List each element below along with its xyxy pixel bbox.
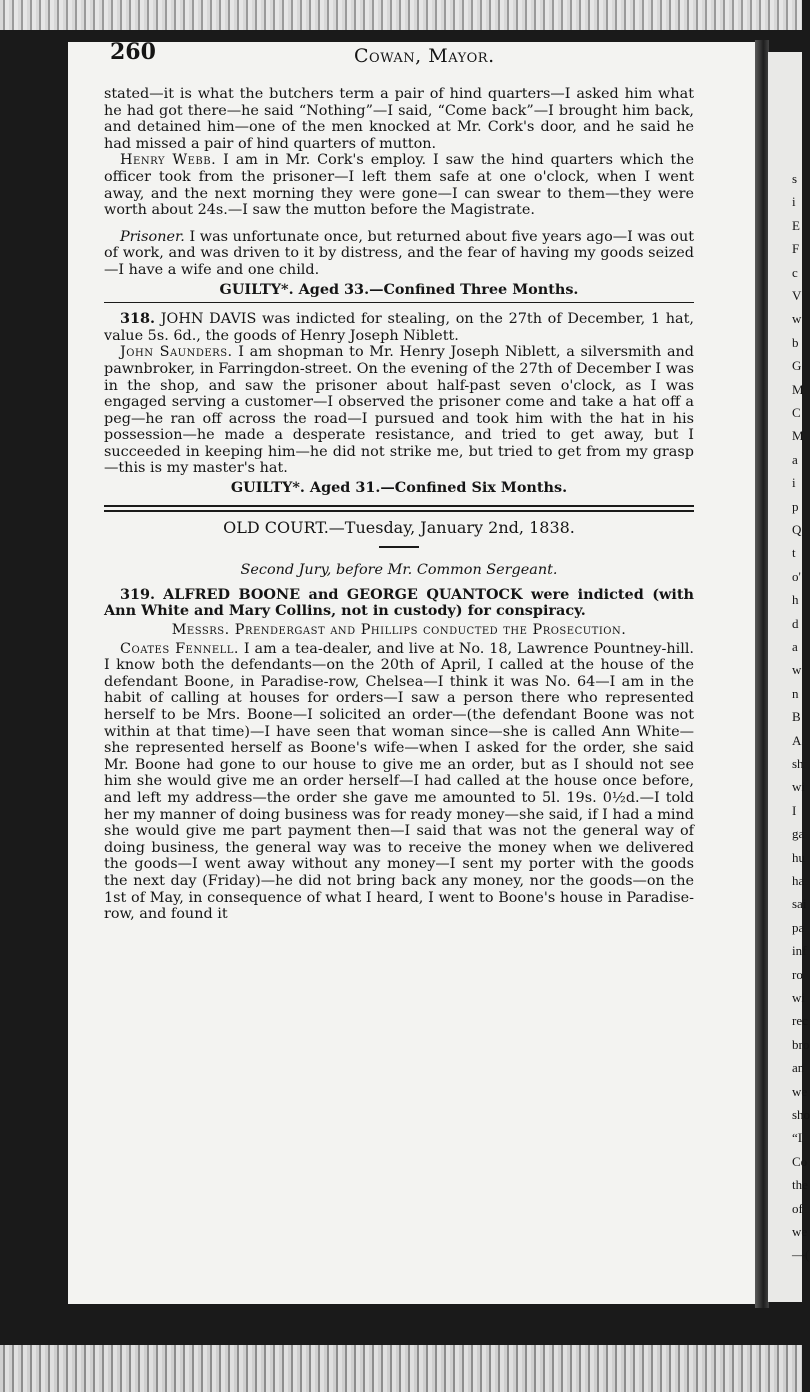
prisoner-text: I was unfortunate once, but returned about five years ago—I was out of work, and was driven to it by distress, and the fear of having my goods seized—I have a wife and one child. (104, 228, 694, 278)
page-number: 260 (110, 39, 156, 65)
adjacent-page-fragment: C (792, 405, 801, 420)
adjacent-page-fragment: i (792, 475, 796, 491)
adjacent-page-fragment: M (792, 428, 804, 444)
saunders-testimony (104, 344, 694, 477)
section-rule (104, 302, 694, 303)
adjacent-page-fragment: we (792, 1224, 808, 1239)
adjacent-page-fragment: A (792, 732, 802, 748)
adjacent-page-fragment: w (792, 662, 802, 678)
adjacent-page-fragment: ro (792, 966, 803, 982)
adjacent-page-fragment: rec (792, 1013, 808, 1029)
adjacent-page-fragment: a (792, 451, 798, 467)
adjacent-page-fragment: n (792, 685, 799, 701)
witness-text: I am a tea-dealer, and live at No. 18, Lawrence Pountney-hill. I know both the defendants—on the 20th of April, I called at the house of the defendant Boone, in Paradise-row, Chelsea—I think it was No. 64—I am in the habit of calling at houses for orders—I saw a person there who represented herself to be Mrs. Boone—I solicited an order—(the defendant Boone was not within at that time)—I have seen that woman since—she is called Ann White—she represented herself as Boone's wife—when I asked for the order, she said Mr. Boone had gone to our house to give me an order, but as I should not see him she would give me an order herself—I had called at the house once before, and left my address—the order she gave me amounted to 5l. 19s. 0½d.—I told her my manner of doing business was for ready money—she said, if I had a mind she would give me part payment then—I said that was not the general way of doing business, the general way was to receive the money when we delivered the goods—I went away without any money—I sent my porter with the goods the next day (Friday)—he did not bring back any money, nor the goods—on the 1st of May, in consequence of what I heard, I went to Boone's house in Paradise-row, and found it (104, 640, 695, 923)
adjacent-page-fragment: ha (792, 873, 805, 888)
adjacent-page-fragment: V (792, 288, 802, 303)
court-divider (104, 505, 694, 512)
witness-text: I am shopman to Mr. Henry Joseph Niblett, a silversmith and pawnbroker, in Farringdon-street. On the evening of the 27th of December I was in the shop, and saw the prisoner about half-past seven o'clock, as I was engaged serving a customer—I observed the prisoner come and take a hat off a peg—he ran off across the road—I pursued and took him with the hat in his possession—he made a desperate resistance, and tried to get away, but I succeeded in keeping him—he did not strike me, but tried to get from my grasp—this is my master's hat. (104, 344, 695, 477)
page-content (104, 40, 694, 923)
indictment-text: JOHN DAVIS was indicted for stealing, on the 27th of December, 1 hat, value 5s. 6d., the goods of Henry Joseph Niblett. (104, 311, 694, 344)
court-heading: OLD COURT.—Tuesday, January 2nd, 1838. (223, 517, 575, 537)
verdict-317: GUILTY*. Aged 33.—Confined Three Months. (219, 280, 579, 298)
adjacent-page-fragment: s (792, 171, 798, 186)
page-header (104, 40, 694, 86)
scan-bottom-edge (0, 1345, 802, 1392)
adjacent-page-fragment: wi (792, 779, 805, 795)
adjacent-page-fragment: p (792, 498, 799, 514)
fennell-testimony (104, 641, 694, 923)
adjacent-page-fragment: inf (792, 943, 807, 959)
adjacent-page-fragment: pa (792, 919, 805, 935)
adjacent-page-fragment: E (792, 217, 800, 233)
adjacent-page-fragment: b (792, 334, 799, 350)
webb-testimony (104, 152, 694, 218)
case-number: 318. (120, 310, 156, 328)
witness-name: Henry Webb. (120, 152, 217, 169)
adjacent-page-fragment: i (792, 194, 796, 210)
adjacent-page-fragment: wi (792, 990, 805, 1005)
adjacent-page-fragment: a (792, 639, 798, 654)
case-319-indictment (104, 587, 694, 620)
adjacent-page-fragment: Co (792, 1153, 808, 1169)
adjacent-page-fragment: h (792, 592, 799, 608)
adjacent-page-fragment: the (792, 1177, 808, 1193)
prisoner-label: Prisoner. (120, 228, 185, 245)
book-gutter (755, 40, 769, 1308)
adjacent-page-fragment: w (792, 311, 802, 327)
adjacent-page-fragment: —( (792, 1247, 810, 1263)
adjacent-page-fragment: B (792, 709, 801, 725)
adjacent-page-fragment: an (792, 1060, 805, 1076)
adjacent-page-fragment: ga (792, 826, 805, 842)
adjacent-page-fragment: sh (792, 756, 804, 771)
adjacent-page-fragment: I (792, 802, 797, 818)
case-number: 319. (120, 585, 156, 603)
adjacent-page-fragment: Q (792, 522, 802, 537)
adjacent-page-fragment: M (792, 381, 804, 397)
running-head: Cowan, Mayor. (354, 45, 495, 67)
case-317-continuation: stated—it is what the butchers term a pair of hind quarters—I asked him what he had got there—he said “Nothing”—I said, “Come back”—I brought him back, and detained him—one of the men knocked at Mr. Cork's door, and he said he had missed a pair of hind quarters of mutton. (104, 86, 694, 152)
case-318-indictment (104, 311, 694, 344)
adjacent-page-fragment: of (792, 1200, 803, 1216)
jury-line: Second Jury, before Mr. Common Sergeant. (240, 562, 558, 579)
adjacent-page-fragment: we (792, 1083, 808, 1099)
adjacent-page-fragment: d (792, 615, 799, 631)
adjacent-page-fragment: sai (792, 896, 807, 912)
verdict-318: GUILTY*. Aged 31.—Confined Six Months. (230, 479, 568, 497)
adjacent-page-fragment: c (792, 264, 798, 280)
adjacent-page-fragment: “I (792, 1130, 803, 1146)
short-rule (379, 546, 419, 548)
adjacent-page-fragment: o' (792, 568, 801, 584)
adjacent-page-edge (768, 52, 810, 1302)
adjacent-page-fragment: F (792, 241, 800, 257)
prisoner-statement (104, 229, 694, 279)
adjacent-page-fragment: bro (792, 1036, 810, 1052)
indictment-text: ALFRED BOONE and GEORGE QUANTOCK were indicted (with Ann White and Mary Collins, not in custody) for conspiracy. (104, 585, 694, 620)
scan-top-edge (0, 0, 802, 30)
counsel-line: Messrs. Prendergast and Phillips conducted the Prosecution. (171, 622, 627, 639)
adjacent-page-fragment: hu (792, 849, 805, 865)
adjacent-page-fragment: t (792, 545, 796, 561)
witness-text: I am in Mr. Cork's employ. I saw the hind quarters which the officer took from the prisoner—I left them safe at one o'clock, when I went away, and the next morning they were gone—I can swear to them—they were worth about 24s.—I saw the mutton before the Magistrate. (104, 152, 694, 219)
witness-name: Coates Fennell. (120, 640, 240, 657)
witness-name: John Saunders. (120, 344, 233, 361)
adjacent-page-fragment: G (792, 358, 802, 374)
adjacent-page-fragment: sho (792, 1107, 810, 1122)
